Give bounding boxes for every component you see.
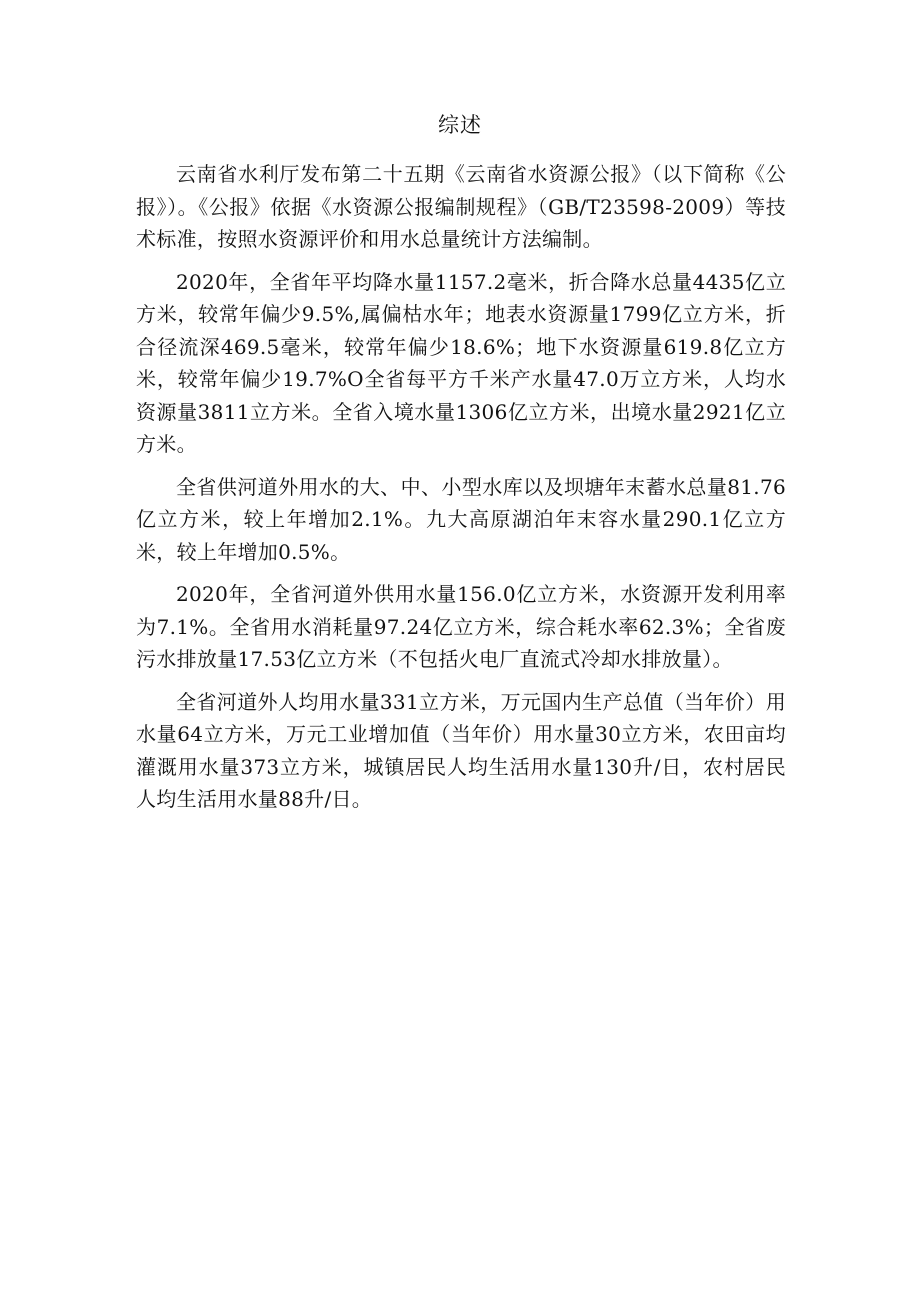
paragraph-intro: 云南省水利厅发布第二十五期《云南省水资源公报》（以下简称《公报》）。《公报》依据《水资源公报编制规程》（GB/T23598-2009）等技术标准，按照水资源评价和用水总量统计方法编制。 bbox=[136, 162, 786, 251]
paragraph-reservoir-storage: 全省供河道外用水的大、中、小型水库以及坝塘年末蓄水总量81.76亿立方米，较上年增加2.1%。九大高原湖泊年末容水量290.1亿立方米，较上年增加0.5%。 bbox=[136, 474, 786, 564]
document-body bbox=[136, 158, 786, 826]
paragraph-water-resources: 2020年，全省年平均降水量1157.2毫米，折合降水总量4435亿立方米，较常年偏少9.5%,属偏枯水年；地表水资源量1799亿立方米，折合径流深469.5毫米，较常年偏少18.6%；地下水资源量619.8亿立方米，较常年偏少19.7%O全省每平方千米产水量47.0万立方米，人均水资源量3811立方米。全省入境水量1306亿立方米，出境水量2921亿立方米。 bbox=[136, 269, 786, 456]
page-title: 综述 bbox=[438, 113, 482, 137]
paragraph-water-use-indicators: 全省河道外人均用水量331立方米，万元国内生产总值（当年价）用水量64立方米，万元工业增加值（当年价）用水量30立方米，农田亩均灌溉用水量373立方米，城镇居民人均生活用水量130升/日，农村居民人均生活用水量88升/日。 bbox=[136, 689, 786, 811]
paragraph-water-use: 2020年，全省河道外供用水量156.0亿立方米，水资源开发利用率为7.1%。全省用水消耗量97.24亿立方米，综合耗水率62.3%；全省废污水排放量17.53亿立方米（不包括火电厂直流式冷却水排放量）。 bbox=[136, 582, 786, 671]
